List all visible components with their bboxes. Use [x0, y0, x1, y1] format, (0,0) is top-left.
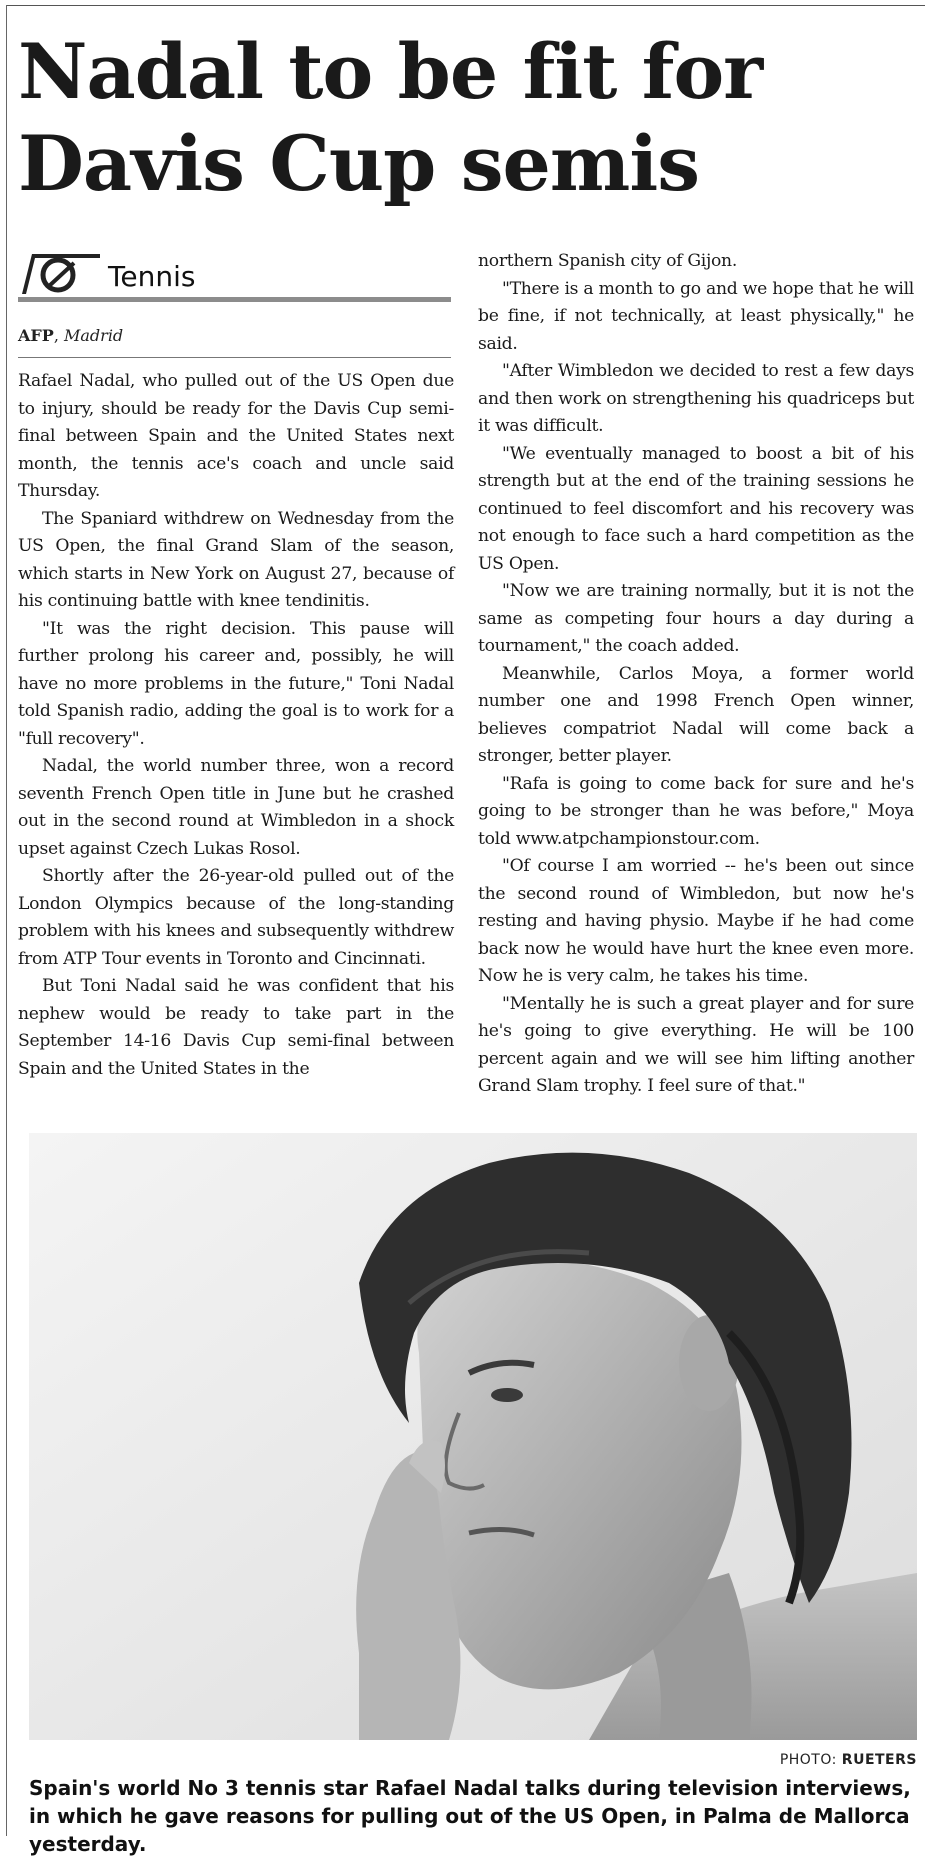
photo-credit-name: RUETERS: [841, 1752, 917, 1768]
paragraph: Nadal, the world number three, won a record seventh French Open title in June but he crashed out in the second round at Wimbledon in a shock upset against Czech Lukas Rosol.: [18, 756, 454, 859]
paragraph: northern Spanish city of Gijon.: [478, 251, 737, 271]
byline-separator: ,: [53, 326, 59, 345]
paragraph: Rafael Nadal, who pulled out of the US Open due to injury, should be ready for the Davis Cup semi-final between Spain and the United States next month, the tennis ace's coach and uncle said Thursday.: [18, 371, 454, 501]
paragraph: "After Wimbledon we decided to rest a few days and then work on strengthening his quadriceps but it was difficult.: [478, 361, 914, 436]
photo-caption: Spain's world No 3 tennis star Rafael Nadal talks during television interviews, in which he gave reasons for pulling out of the US Open, in Palma de Mallorca yesterday.: [29, 1776, 911, 1856]
article-column-right: [478, 248, 914, 1101]
top-rule: [6, 5, 925, 6]
paragraph: But Toni Nadal said he was confident that his nephew would be ready to take part in the September 14-16 Davis Cup semi-final between Spain and the United States in the: [18, 976, 454, 1079]
section-label: Tennis: [108, 260, 196, 293]
paragraph: "Rafa is going to come back for sure and he's going to be stronger than he was before," Moya told www.atpchampionstour.com.: [478, 773, 914, 849]
photo-credit-prefix: PHOTO:: [779, 1752, 837, 1768]
headline-line-2: Davis Cup semis: [18, 119, 699, 208]
article-column-left: [18, 368, 454, 1083]
byline-rule: [18, 357, 451, 358]
photo-credit: [780, 1752, 917, 1768]
section-tag: [18, 252, 451, 302]
tennis-logo-icon: [18, 254, 100, 294]
paragraph: "Of course I am worried -- he's been out since the second round of Wimbledon, but now he's resting and having physio. Maybe if he had come back now he would have hurt the knee even more. Now he is very calm, he takes his time.: [478, 856, 914, 986]
headline: [18, 26, 898, 210]
portrait-illustration: [29, 1133, 917, 1740]
paragraph: "Mentally he is such a great player and for sure he's going to give everything. He will be 100 percent again and we will see him lifting another Grand Slam trophy. I feel sure of that.": [478, 993, 914, 1096]
byline-place: Madrid: [64, 326, 124, 345]
paragraph: "There is a month to go and we hope that he will be fine, if not technically, at least physically," he said.: [478, 278, 914, 354]
paragraph: "It was the right decision. This pause will further prolong his career and, possibly, he will have no more problems in the future," Toni Nadal told Spanish radio, adding the goal is to work for a "full recovery".: [18, 618, 454, 749]
article-photo: [29, 1133, 917, 1740]
paragraph: Shortly after the 26-year-old pulled out of the London Olympics because of the long-standing problem with his knees and subsequently withdrew from ATP Tour events in Toronto and Cincinnati.: [18, 866, 454, 969]
byline: [18, 326, 123, 345]
paragraph: "Now we are training normally, but it is not the same as competing four hours a day during a tournament," the coach added.: [478, 581, 914, 656]
section-underline: [18, 297, 451, 302]
paragraph: "We eventually managed to boost a bit of his strength but at the end of the training sessions he continued to feel discomfort and his recovery was not enough to face such a hard competition as the US Open.: [478, 443, 914, 574]
left-rule: [6, 5, 7, 1836]
paragraph: The Spaniard withdrew on Wednesday from the US Open, the final Grand Slam of the season, which starts in New York on August 27, because of his continuing battle with knee tendinitis.: [18, 508, 454, 611]
byline-agency: AFP: [18, 326, 54, 345]
paragraph: Meanwhile, Carlos Moya, a former world number one and 1998 French Open winner, believes compatriot Nadal will come back a stronger, better player.: [478, 663, 914, 766]
headline-line-1: Nadal to be fit for: [18, 27, 763, 116]
